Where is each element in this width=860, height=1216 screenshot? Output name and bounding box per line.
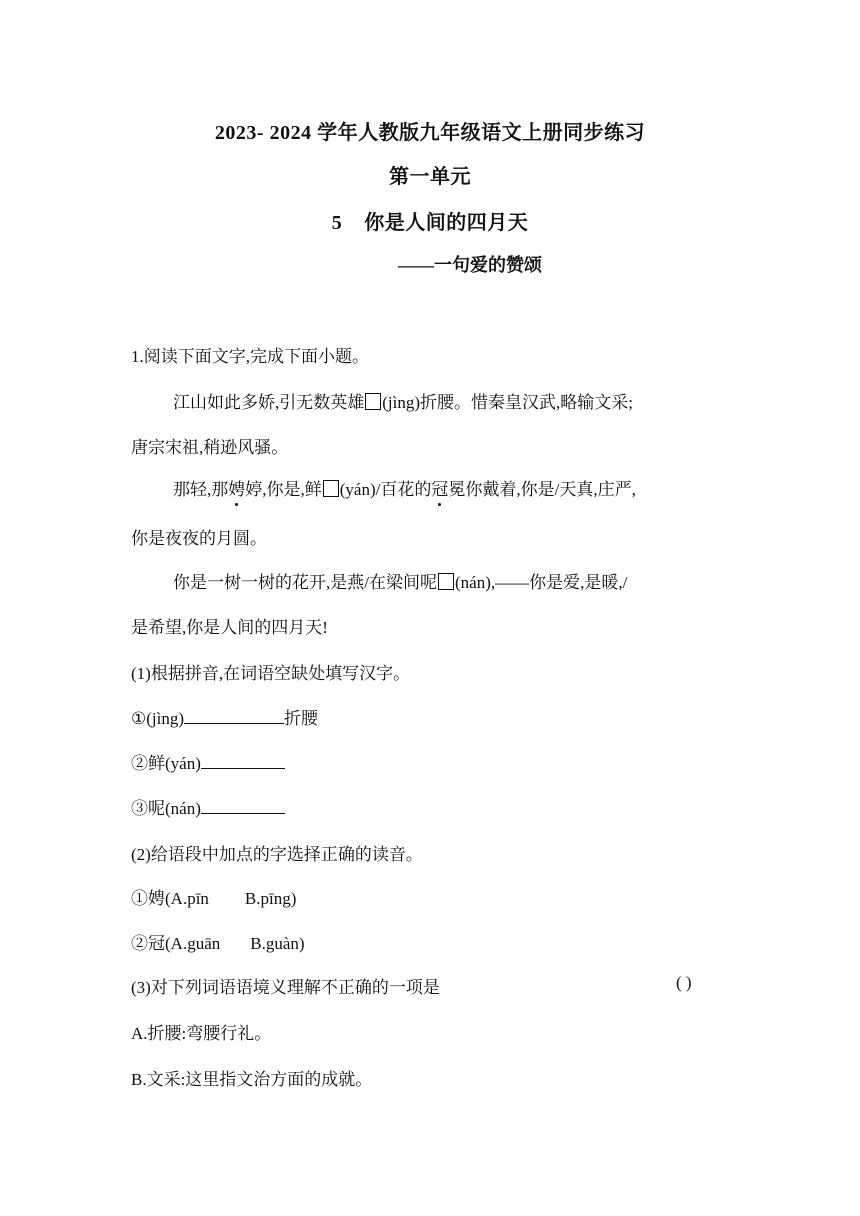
fill-item-label: 折腰: [284, 709, 319, 728]
sub-question-2: (2)给语段中加点的字选择正确的读音。: [131, 845, 423, 864]
choice-option-a: ②冠(A.guān: [131, 934, 221, 953]
lesson-number: 5: [331, 212, 343, 234]
answer-blank[interactable]: [201, 797, 285, 814]
fill-item-2: [131, 749, 285, 774]
sub-question-3: (3)对下列词语语境义理解不正确的一项是: [131, 978, 440, 997]
passage-text: 那轻,那: [173, 480, 229, 499]
passage-line: 是希望,你是人间的四月天!: [131, 618, 328, 637]
choice-option-b: B.guàn): [250, 934, 305, 953]
passage-line: 唐宗宋祖,稍逊风骚。: [131, 438, 289, 457]
fill-item-3: [131, 794, 285, 819]
lesson-heading: [0, 206, 860, 235]
blank-box: [365, 393, 381, 410]
lesson-title: 你是人间的四月天: [364, 212, 529, 234]
answer-blank[interactable]: [184, 707, 284, 724]
passage-text: 婷,你是,鲜: [245, 480, 322, 499]
choice-item-2: [131, 929, 305, 954]
passage-line: 你是夜夜的月圆。: [131, 529, 267, 548]
passage-line: [173, 568, 627, 593]
blank-box: [323, 480, 339, 497]
blank-box: [438, 573, 454, 590]
answer-paren[interactable]: ( ): [676, 973, 692, 992]
sub-question-1: (1)根据拼音,在词语空缺处填写汉字。: [131, 664, 411, 683]
passage-line: [173, 475, 636, 500]
answer-blank[interactable]: [201, 752, 285, 769]
passage-text: (jìng)折腰。惜秦皇汉武,略输文采;: [382, 393, 633, 412]
dotted-char: 娉: [228, 475, 245, 500]
passage-line: [173, 388, 633, 413]
passage-text: (nán),——你是爱,是暖,/: [454, 573, 628, 592]
option-b: B.文采:这里指文治方面的成就。: [131, 1070, 373, 1089]
fill-item-1: [131, 704, 318, 729]
unit-heading: 第一单元: [389, 166, 471, 188]
document-title: 2023- 2024 学年人教版九年级语文上册同步练习: [214, 122, 646, 144]
choice-item-1: [131, 884, 296, 909]
fill-item-label: ③呢(nán): [131, 799, 201, 818]
passage-text: 江山如此多娇,引无数英雄: [173, 393, 365, 412]
passage-text: 冕你戴着,你是/天真,庄严,: [448, 480, 636, 499]
choice-option-a: ①娉(A.pīn: [131, 889, 209, 908]
passage-text: 你是一树一树的花开,是燕/在梁间呢: [173, 573, 437, 592]
passage-text: (yán)/百花的: [339, 480, 432, 499]
fill-item-label: ②鲜(yán): [131, 754, 201, 773]
dotted-char: 冠: [431, 475, 448, 500]
option-a: A.折腰:弯腰行礼。: [131, 1024, 272, 1043]
lesson-subtitle: ——一句爱的赞颂: [398, 255, 542, 275]
fill-item-label: ①(jìng): [131, 709, 185, 728]
question-stem: 1.阅读下面文字,完成下面小题。: [131, 347, 369, 366]
choice-option-b: B.pīng): [244, 889, 297, 908]
